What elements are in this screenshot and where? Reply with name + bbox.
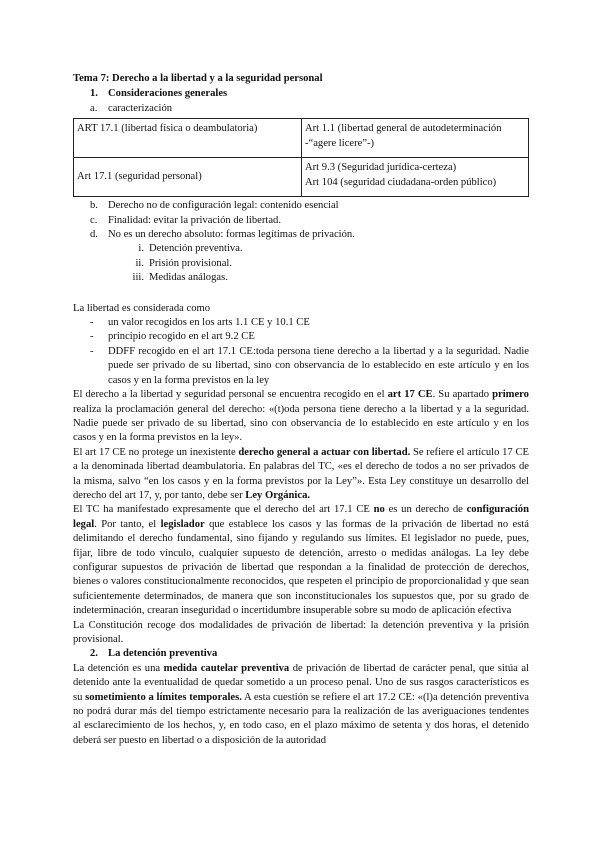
- dash-marker: -: [90, 331, 94, 343]
- bold-run: configuración legal: [73, 504, 529, 530]
- document-body: [73, 72, 529, 748]
- text-run: . Su apartado: [432, 389, 493, 401]
- list-item-i: [73, 242, 529, 256]
- text-run: es un derecho de: [384, 504, 467, 516]
- section-label: Consideraciones generales: [108, 88, 228, 100]
- table-row: [74, 119, 529, 158]
- intro-paragraph: La libertad es considerada como: [73, 302, 211, 314]
- section-label: La detención preventiva: [108, 648, 218, 660]
- text-run: . Por tanto, el: [94, 518, 161, 530]
- bold-run: sometimiento a límites temporales.: [85, 691, 242, 703]
- bold-run: medida cautelar preventiva: [163, 662, 290, 674]
- section-heading-2: [73, 647, 529, 661]
- bold-run: legislador: [160, 518, 205, 530]
- text-run: El derecho a la libertad y seguridad personal se encuentra recogido en el: [73, 389, 388, 401]
- section-number: 2.: [90, 648, 98, 660]
- text-run: realiza la proclamación general del derecho: «(t)oda persona tiene derecho a la libertad y a la seguridad. Nadie puede ser privado de su libertad, sino con observancia de lo establecido en este artículo y en los casos y en la forma previstos en la ley».: [73, 403, 529, 444]
- list-marker: iii.: [132, 272, 144, 284]
- list-text: Derecho no de configuración legal: contenido esencial: [108, 200, 339, 212]
- list-item-a: [73, 102, 529, 116]
- paragraph-5: [73, 662, 529, 748]
- table-row: [74, 158, 529, 197]
- paragraph-4: La Constitución recoge dos modalidades de privación de libertad: la detención preventiva y la prisión provisional.: [73, 619, 529, 645]
- dash-text: DDFF recogido en el art 17.1 CE:toda persona tiene derecho a la libertad y a la seguridad. Nadie puede ser privado de su libertad, sino con observancia de lo establecido en este artículo y en los casos y en la forma previstos en la ley: [108, 345, 529, 386]
- section-number: 1.: [90, 88, 98, 100]
- bold-run: primero: [492, 389, 529, 401]
- text-run: La detención es una: [73, 662, 164, 674]
- text-run: A esta cuestión se refiere el art 17.2 CE: «(l)a detención preventiva no podrá durar más del tiempo estrictamente necesario para la realización de las averiguaciones tendentes al esclarecimiento de los hechos, y, en todo caso, en el plazo máximo de setenta y dos horas, el detenido deberá ser puesto en libertad o a disposición de la autoridad: [73, 691, 529, 746]
- list-text: Prisión provisional.: [149, 257, 232, 269]
- bold-run: derecho general a actuar con libertad.: [238, 446, 411, 458]
- list-marker: i.: [138, 243, 144, 255]
- list-text: Medidas análogas.: [149, 272, 228, 284]
- table-cell-line: Art 9.3 (Seguridad jurídica-certeza): [305, 162, 457, 174]
- list-item-c: [73, 214, 529, 228]
- dash-marker: -: [90, 317, 94, 329]
- bold-run: no: [373, 504, 385, 516]
- list-text: No es un derecho absoluto: formas legítimas de privación.: [108, 229, 355, 241]
- paragraph-3: [73, 503, 529, 618]
- list-text: caracterización: [108, 102, 173, 114]
- list-item-ii: [73, 257, 529, 271]
- dash-item-2: [73, 330, 529, 344]
- dash-text: principio recogido en el art 9.2 CE: [108, 331, 255, 343]
- list-item-b: [73, 199, 529, 213]
- table-cell: [302, 158, 529, 197]
- list-item-iii: [73, 271, 529, 285]
- list-marker: a.: [90, 102, 98, 114]
- list-marker: ii.: [135, 257, 144, 269]
- list-text: Detención preventiva.: [149, 243, 243, 255]
- text-run: que establece los casos y las formas de la privación de libertad no está delimitando el derecho fundamental, sino fijando y regulando sus límites. El legislador no puede, pues, fijar, libre de todo vínculo, cualquier supuesto de detención, arresto o medidas análogas. La ley debe configurar supuestos de privación de libertad que respondan a la finalidad de protección de derechos, bienes o valores constitucionalmente reconocidos, que respeten el principio de proporcionalidad y que sean suficientemente determinados, de manera que son inconstitucionales los supuestos que, por su grado de indeterminación, crearan inseguridad o incertidumbre insuperable sobre su modo de aplicación efectiva: [73, 518, 529, 617]
- bold-run: art 17 CE: [387, 389, 433, 401]
- table-cell: Art 1.1 (libertad general de autodeterminación -“agere licere”-): [302, 119, 529, 158]
- dash-marker: -: [90, 345, 94, 357]
- list-marker: b.: [90, 200, 98, 212]
- section-heading-1: [73, 87, 529, 101]
- table-cell-line: Art 104 (seguridad ciudadana-orden público): [305, 176, 497, 188]
- dash-text: un valor recogidos en los arts 1.1 CE y 10.1 CE: [108, 317, 310, 329]
- paragraph-2: [73, 446, 529, 504]
- comparison-table: [73, 118, 529, 197]
- dash-item-3: [73, 345, 529, 388]
- list-item-d: [73, 228, 529, 242]
- list-text: Finalidad: evitar la privación de libertad.: [108, 214, 281, 226]
- list-marker: c.: [90, 214, 98, 226]
- document-title: Tema 7: Derecho a la libertad y a la seguridad personal: [73, 73, 323, 84]
- table-cell: ART 17.1 (libertad física o deambulatoria): [74, 119, 302, 158]
- text-run: El TC ha manifestado expresamente que el derecho del art 17.1 CE: [73, 504, 374, 516]
- text-run: El art 17 CE no protege un inexistente: [73, 446, 239, 458]
- dash-item-1: [73, 316, 529, 330]
- blank-line: [73, 286, 529, 302]
- text-run: Se refiere el artículo 17 CE a la denominada libertad deambulatoria. En palabras del TC, «es el derecho de todos a no ser privados de la misma, salvo “en los casos y en la forma previstos por la Ley”». Esta Ley constituye un desarrollo del derecho del art 17, y, por tanto, debe ser: [73, 446, 529, 501]
- paragraph-1: [73, 388, 529, 446]
- text-run: de privación de libertad de carácter penal, que sitúa al detenido ante la eventualidad de quedar sometido a un proceso penal. Uno de sus rasgos característicos es su: [73, 662, 529, 703]
- list-marker: d.: [90, 229, 98, 241]
- table-cell: Art 17.1 (seguridad personal): [74, 158, 302, 197]
- bold-run: Ley Orgánica.: [245, 489, 311, 501]
